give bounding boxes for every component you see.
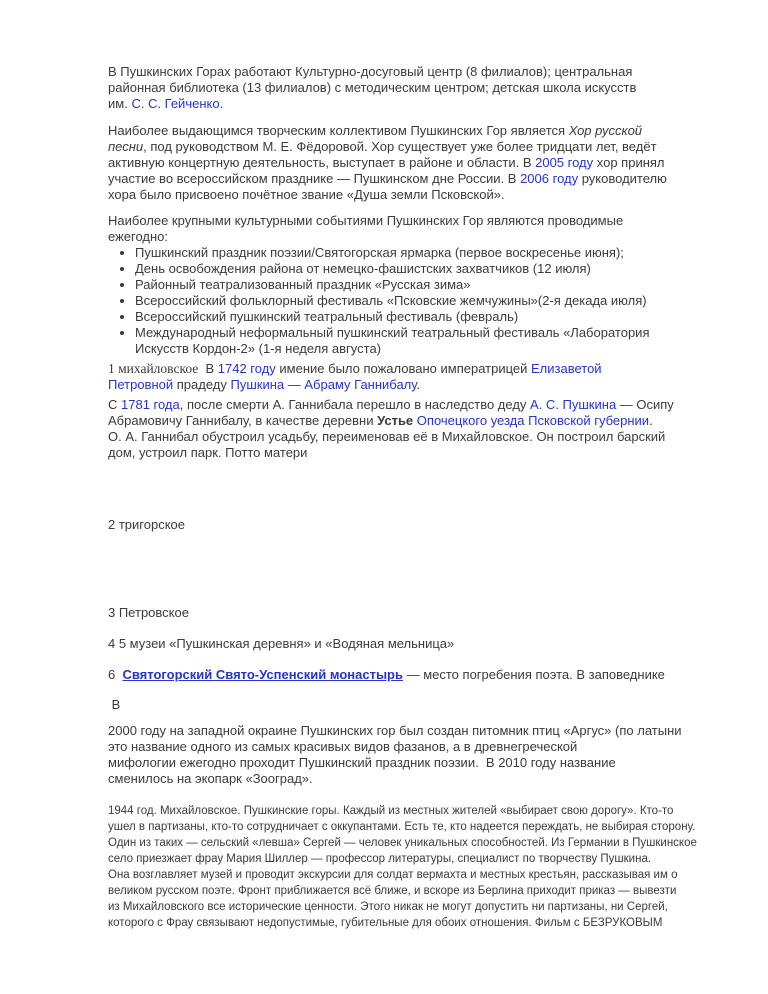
text-link[interactable]: А. С. Пушкина [530, 397, 617, 412]
paragraph-monastery [108, 667, 768, 683]
text-run: Она возглавляет музей и проводит экскурсии для солдат вермахта и местных крестьян, рассказывая им о [108, 869, 678, 881]
list-item [135, 325, 768, 357]
text-run: С [108, 397, 121, 412]
text-run: мифологии ежегодно проходит Пушкинский праздник поэзии. В 2010 году название [108, 755, 616, 770]
text-run: это название одного из самых красивых видов фазанов, а в древнегреческой [108, 739, 578, 754]
text-run: , после смерти А. Ганнибала перешло в наследство деду [179, 397, 531, 412]
text-run: Устье [377, 413, 414, 428]
text-run: 1944 год. Михайловское. Пушкинские горы. Каждый из местных жителей «выбирает свою дорогу». Кто-то [108, 805, 674, 817]
document-content [108, 64, 768, 931]
text-link[interactable]: 1781 года [121, 397, 180, 412]
paragraph-events-intro [108, 213, 768, 245]
text-run: , под руководством М. Е. Фёдоровой. Хор существует уже более тридцати лет, ведёт [143, 139, 657, 154]
list-item [135, 245, 768, 261]
text-run: — Осипу [616, 397, 674, 412]
list-item [135, 261, 768, 277]
text-run: им. [108, 96, 132, 111]
text-link[interactable]: Пушкина [230, 377, 285, 392]
text-run: имение было пожаловано императрицей [275, 361, 531, 376]
text-run: Всероссийский фольклорный фестиваль «Псковские жемчужины»(2-я декада июля) [135, 293, 647, 308]
text-run: из Михайловского все исторические ценности. Этого никак не могут допустить ни партизаны, ни Сергей, [108, 901, 668, 913]
text-run: сменилось на экопарк «Зооград». [108, 771, 313, 786]
text-run: 2000 году на западной окраине Пушкинских гор был создан питомник птиц «Аргус» (по латыни [108, 723, 682, 738]
text-run: — [284, 377, 305, 392]
list-item [135, 277, 768, 293]
text-link[interactable]: Абраму Ганнибалу [304, 377, 417, 392]
text-link[interactable]: Елизаветой [531, 361, 602, 376]
text-run: дом, устроил парк. Потто матери [108, 445, 308, 460]
text-run: 3 Петровское [108, 605, 189, 620]
paragraph-petrovskoe [108, 605, 768, 621]
text-run: Наиболее крупными культурными событиями Пушкинских Гор являются проводимые [108, 213, 624, 228]
text-run: День освобождения района от немецко-фашистских захватчиков (12 июля) [135, 261, 591, 276]
text-run: — место погребения поэта. В заповеднике [402, 667, 665, 682]
text-link[interactable]: 2006 году [520, 171, 579, 186]
text-run: Всероссийский пушкинский театральный фестиваль (февраль) [135, 309, 519, 324]
text-run: . [416, 377, 421, 392]
text-link[interactable]: Святогорский Свято-Успенский монастырь [122, 667, 403, 682]
text-run: прадеду [173, 377, 231, 392]
text-run: которого с Фрау связывают недопустимые, губительные для обоих отношения. Фильм с БЕЗРУКОВЫМ [108, 917, 663, 929]
text-link[interactable]: Петровной [108, 377, 174, 392]
text-run: 1 михайловское [108, 361, 199, 376]
text-run: Пушкинский праздник поэзии/Святогорская ярмарка (первое воскресенье июня); [135, 245, 624, 260]
text-run: активную концертную деятельность, выступает в районе и области. В [108, 155, 536, 170]
paragraph-choir [108, 123, 768, 203]
list-item [135, 309, 768, 325]
text-run: ушел в партизаны, кто-то сотрудничает с оккупантами. Есть те, кто надеется переждать, не выбирая сторону. [108, 821, 696, 833]
paragraph-v-line [108, 697, 768, 713]
text-run: великом русском поэте. Фронт приближается всё ближе, и вскоре из Берлина приходит приказ — вывезти [108, 885, 677, 897]
text-run: Абрамовичу Ганнибалу, в качестве деревни [108, 413, 378, 428]
text-run: В [108, 697, 121, 712]
text-run: участие во всероссийском празднике — Пушкинском дне России. В [108, 171, 521, 186]
text-run: песни [108, 139, 144, 154]
text-run: 2 тригорское [108, 517, 185, 532]
text-run: В Пушкинских Горах работают Культурно-досуговый центр (8 филиалов); центральная [108, 64, 633, 79]
text-link[interactable]: Опочецкого уезда Псковской губернии [416, 413, 650, 428]
text-run: Наиболее выдающимся творческим коллективом Пушкинских Гор является [108, 123, 569, 138]
text-link[interactable]: 2005 году [535, 155, 594, 170]
text-run: 4 5 музеи «Пушкинская деревня» и «Водяная мельница» [108, 636, 455, 651]
text-run: районная библиотека (13 филиалов) с методическим центром; детская школа искусств [108, 80, 637, 95]
text-run: хор принял [593, 155, 665, 170]
text-link[interactable]: С. С. Гейченко. [131, 96, 224, 111]
text-run: руководителю [578, 171, 667, 186]
text-run: хора было присвоено почётное звание «Душа земли Псковской». [108, 187, 505, 202]
text-run: ежегодно: [108, 229, 169, 244]
paragraph-estate-1781 [108, 397, 768, 461]
text-run: 6 [108, 667, 123, 682]
paragraph-mikhailovskoe [108, 361, 768, 393]
paragraph-trigorskoe [108, 517, 768, 533]
paragraph-intro [108, 64, 768, 112]
text-run: село приезжает фрау Мария Шиллер — профессор литературы, специалист по творчеству Пушкина. [108, 853, 652, 865]
paragraph-film [108, 803, 768, 931]
text-run: Районный театрализованный праздник «Русская зима» [135, 277, 471, 292]
list-item [135, 293, 768, 309]
bullet-list-events-list [108, 245, 768, 357]
text-run: . [649, 413, 653, 428]
text-run: Искусств Кордон-2» (1-я неделя августа) [135, 341, 382, 356]
text-link[interactable]: 1742 году [217, 361, 276, 376]
paragraph-argus [108, 723, 768, 787]
paragraph-muzei [108, 636, 768, 652]
text-run: О. А. Ганнибал обустроил усадьбу, переименовав её в Михайловское. Он построил барский [108, 429, 666, 444]
text-run: Международный неформальный пушкинский театральный фестиваль «Лаборатория [135, 325, 650, 340]
text-run: В [198, 361, 218, 376]
text-run: Хор русской [568, 123, 643, 138]
text-run: Один из таких — сельский «левша» Сергей — человек уникальных способностей. Из Германии в Пушкинское [108, 837, 697, 849]
